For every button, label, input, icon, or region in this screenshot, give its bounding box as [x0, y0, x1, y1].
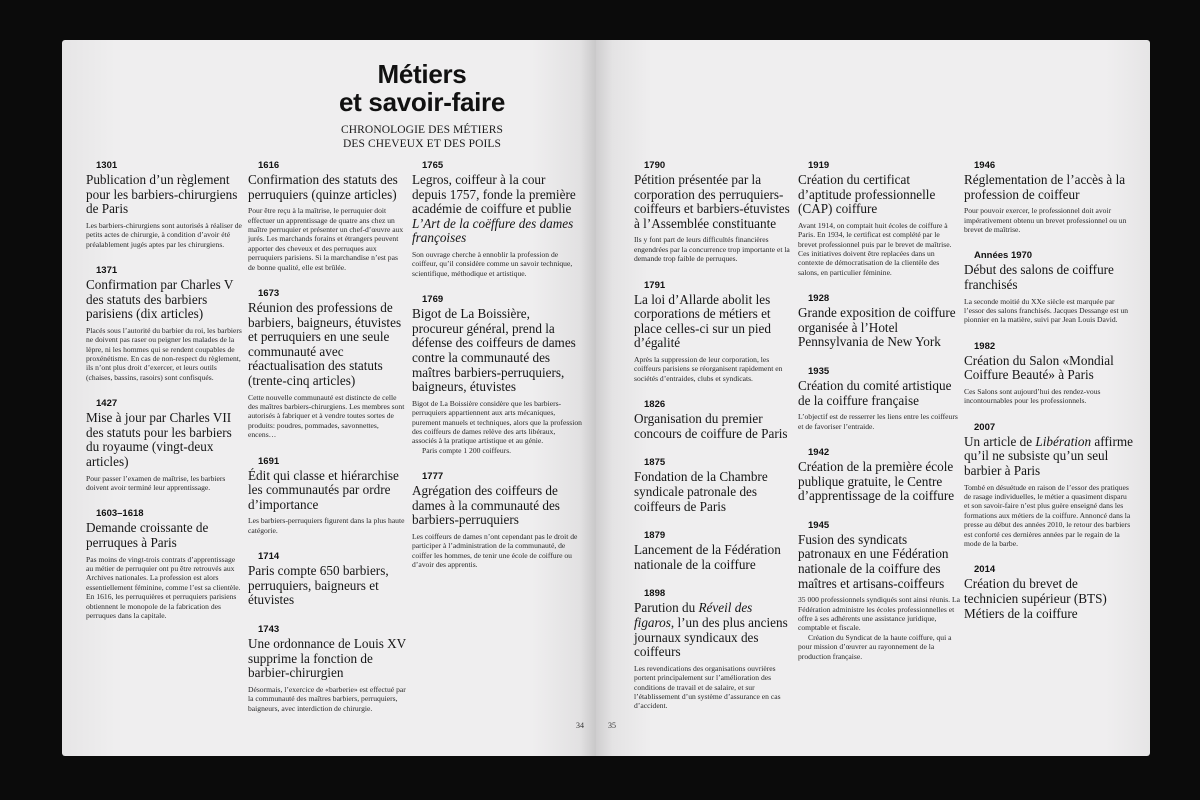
entry-year: 1616 [258, 160, 280, 171]
timeline-entry [798, 160, 960, 277]
entry-heading [964, 435, 1134, 479]
page-number-right: 35 [608, 721, 616, 730]
entry-body: La seconde moitié du XXe siècle est marquée par l’essor des salons franchisés. Jacques Dessange est un pionnier en la matière, suivi par Jean Louis David. [964, 296, 1129, 325]
entry-heading: Mise à jour par Charles VII des statuts pour les barbiers du royaume (vingt-deux articles) [86, 410, 232, 469]
timeline-entry [634, 588, 794, 710]
entry-heading: Création du certificat d’aptitude professionnelle (CAP) coiffure [798, 172, 936, 217]
entry-year: 1743 [258, 624, 280, 635]
entry-heading: Création du Salon «Mondial Coiffure Beauté» à Paris [964, 352, 1114, 383]
timeline-entry [412, 471, 582, 569]
timeline-entry [634, 530, 794, 572]
entry-year: 1875 [644, 457, 666, 469]
entry-heading: Confirmation par Charles V des statuts des barbiers parisiens (dix articles) [86, 277, 234, 322]
entry-heading: Lancement de la Fédération nationale de la coiffure [634, 542, 781, 572]
subtitle-line-1: CHRONOLOGIE DES MÉTIERS [340, 124, 504, 136]
entry-year: 1673 [258, 288, 280, 300]
entry-heading: Édit qui classe et hiérarchise les communautés par ordre d’importance [248, 467, 399, 512]
entry-heading: Bigot de La Boissière, procureur général, prend la défense des coiffeurs de dames contre la communauté des maîtres barbiers-perruquiers, baigneurs, étuvistes [412, 306, 576, 395]
entry-year: 1301 [96, 160, 118, 171]
entry-year: 1371 [96, 265, 118, 276]
entry-body: Avant 1914, on comptait huit écoles de coiffure à Paris. En 1934, le certificat est complété par le brevet professionnel puis par le brevet de maîtrise. Ces initiatives doivent être replacées dans un contexte de démocratisation de la clientèle des salons, en particulier féminine. [798, 220, 952, 277]
timeline-entry [634, 280, 794, 384]
entry-year: 1945 [808, 519, 830, 531]
entry-body: Pour être reçu à la maîtrise, le perruquier doit effectuer un apprentissage de quatre ans chez un maître perruquier et présenter un chef-d’œuvre aux jurés. Les marchands forains et étrangers peuvent apporter des cheveux et des perruques aux perruquiers parisiens. Si la marchandise n’est pas de bonne qualité, elle est brûlée. [248, 206, 404, 272]
heading-text-after: , l’un des plus anciens journaux syndicaux des coiffeurs [634, 614, 788, 660]
entry-heading: Fondation de la Chambre syndicale patronale des coiffeurs de Paris [634, 469, 768, 514]
entry-body [412, 399, 582, 455]
entry-heading [634, 601, 794, 659]
timeline-entry [798, 520, 960, 661]
entry-body: Tombé en désuétude en raison de l’essor des pratiques de rasage individuelles, le métier a quasiment disparu et son savoir-faire n’est plus guère enseigné dans les formations aux métiers de la coiffure. Annoncé dans la presse au début des années 2010, le retour des barbiers est conforté ces dernières années par le regain de la mode de la barbe. [964, 482, 1131, 549]
entry-heading: Réunion des professions de barbiers, baigneurs, étuvistes et perruquiers en une seule communauté avec réactualisation des statuts (trente-cinq articles) [248, 300, 402, 388]
entry-heading [412, 173, 582, 246]
entry-heading: Création du comité artistique de la coiffure française [798, 378, 952, 408]
timeline-entry [964, 564, 1134, 621]
timeline-entry [798, 447, 960, 504]
timeline-entry [248, 288, 406, 440]
entry-heading: Grande exposition de coiffure organisée à l’Hotel Pennsylvania de New York [798, 305, 956, 350]
entry-year: 1879 [644, 530, 666, 542]
page-subtitle [302, 123, 542, 151]
timeline-column-4 [634, 160, 794, 727]
timeline-column-5 [798, 160, 960, 677]
body-extra: Création du Syndicat de la haute coiffure, qui a pour mission d’œuvrer au rayonnement de la production française. [798, 632, 952, 661]
body-text: 35 000 professionnels syndiqués sont ainsi réunis. La Fédération administre les écoles professionnelles et offre à ses adhérents une assistance juridique, comptable et fiscale. [798, 595, 960, 633]
entry-heading: Publication d’un règlement pour les barbiers-chirurgiens de Paris [86, 172, 238, 217]
entry-year: 1982 [974, 340, 996, 352]
newspaper-title: Libération [1035, 433, 1092, 449]
entry-body: Cette nouvelle communauté est distincte de celle des maîtres barbiers-chirurgiens. Les membres sont autorisés à fabriquer et à vendre toutes sortes de produits: poudres, pommades, savonnettes, encens… [248, 392, 405, 440]
entry-year: 1603–1618 [96, 508, 144, 520]
entry-year: 1942 [808, 447, 830, 458]
timeline-entry [248, 551, 406, 608]
entry-year: 1898 [644, 588, 666, 600]
timeline-column-6 [964, 160, 1134, 637]
entry-heading: Organisation du premier concours de coiffure de Paris [634, 411, 788, 441]
entry-heading: Début des salons de coiffure franchisés [964, 262, 1114, 292]
entry-body: Ces Salons sont aujourd’hui des rendez-vous incontournables pour les professionnels. [964, 387, 1101, 406]
timeline-entry [964, 422, 1134, 549]
timeline-entry [964, 341, 1134, 406]
entry-body: Après la suppression de leur corporation, les coiffeurs parisiens se réorganisent rapidement en sociétés d’entraides, clubs et syndicats. [634, 354, 783, 383]
timeline-entry [964, 160, 1134, 234]
entry-body: Les coiffeurs de dames n’ont cependant pas le droit de participer à l’administration de la communauté, de coiffer les hommes, de tenir une école de coiffure ou d’avoir des apprentis. [412, 531, 578, 570]
entry-heading: Paris compte 650 barbiers, perruquiers, baigneurs et étuvistes [248, 563, 389, 608]
entry-heading: Création du brevet de technicien supérieur (BTS) Métiers de la coiffure [964, 576, 1107, 621]
timeline-entry [964, 250, 1134, 324]
entry-heading: Pétition présentée par la corporation des perruquiers-coiffeurs et barbiers-étuvistes à l’Assemblée constituante [634, 172, 790, 231]
body-text: Bigot de La Boissière considère que les barbiers-perruquiers appartiennent aux arts mécaniques, purement manuels et techniques, alors que la profession des coiffeurs de dames relève des arts libéraux, associés à la pratique artistique et au génie. [412, 398, 582, 446]
entry-year: 1928 [808, 293, 830, 305]
timeline-entry [798, 366, 960, 431]
entry-body: Pour passer l’examen de maîtrise, les barbiers doivent avoir terminé leur apprentissage. [86, 473, 226, 492]
entry-year: 2007 [974, 421, 996, 433]
timeline-entry [248, 624, 406, 713]
timeline-entry [634, 399, 794, 441]
entry-year: 1769 [422, 294, 444, 306]
entry-body: Pas moins de vingt-trois contrats d’apprentissage au métier de perruquier ont pu être retrouvés aux Archives nationales. La profession est alors essentiellement féminine, comme l’est sa clientèle. En 1616, les perruquières et perruquiers parisiens obtiennent le monopole de la fabrication des perruques dans la capitale. [86, 554, 241, 621]
entry-heading: Agrégation des coiffeurs de dames à la communauté des barbiers-perruquiers [412, 483, 560, 528]
page-title [312, 60, 532, 116]
left-page [62, 40, 596, 756]
title-line-2: et savoir-faire [338, 87, 506, 117]
timeline-entry [248, 160, 406, 272]
timeline-column-1 [86, 160, 242, 636]
journal-title: Réveil des figaros [634, 600, 753, 630]
entry-heading: Fusion des syndicats patronaux en une Fédération nationale de la coiffure des maîtres et artisans-coiffeurs [798, 531, 949, 591]
magazine-spread [62, 40, 1150, 756]
right-page [596, 40, 1150, 756]
entry-year: 1946 [974, 160, 996, 171]
timeline-entry [86, 398, 242, 492]
timeline-entry [412, 160, 582, 278]
entry-year: 1791 [644, 279, 666, 291]
timeline-column-2 [248, 160, 406, 729]
heading-text: Legros, coiffeur à la cour depuis 1757, fonde la première académie de coiffure et publie [412, 172, 576, 217]
timeline-entry [412, 294, 582, 455]
entry-year: 1935 [808, 366, 830, 377]
title-line-1: Métiers [377, 59, 467, 89]
timeline-column-3 [412, 160, 582, 586]
heading-text: Un article de [964, 433, 1033, 449]
entry-year: 1714 [258, 551, 280, 563]
page-number-left: 34 [576, 721, 584, 730]
timeline-entry [86, 160, 242, 249]
entry-body: L’objectif est de resserrer les liens entre les coiffeurs et de favoriser l’entraide. [798, 412, 958, 431]
entry-heading: La loi d’Allarde abolit les corporations de métiers et place celles-ci sur un pied d’égalité [634, 291, 771, 351]
entry-year: 1826 [644, 399, 666, 411]
book-title: L’Art de la coëffure des dames françoises [412, 215, 574, 246]
entry-year: 1777 [422, 471, 444, 483]
entry-heading: Une ordonnance de Louis XV supprime la fonction de barbier-chirurgien [248, 636, 406, 681]
entry-year: 1765 [422, 160, 444, 171]
entry-body: Désormais, l’exercice de «barberie» est effectué par la communauté des maîtres barbiers, perruquiers, baigneurs, avec interdiction de chirurgie. [248, 684, 406, 713]
entry-year: 1919 [808, 160, 830, 171]
entry-year: 1790 [644, 160, 666, 171]
entry-body: Les barbiers-chirurgiens sont autorisés à réaliser de petits actes de chirurgie, à condition d’avoir été préalablement jugés aptes par les chirurgiens. [86, 220, 242, 249]
timeline-entry [86, 265, 242, 382]
heading-text-after: affirme qu’il ne subsiste qu’un seul barbier à Paris [964, 433, 1133, 478]
timeline-entry [798, 293, 960, 350]
entry-year: 1427 [96, 398, 118, 410]
entry-heading: Création de la première école publique gratuite, le Centre d’apprentissage de la coiffure [798, 459, 955, 504]
entry-body: Les barbiers-perruquiers figurent dans la plus haute catégorie. [248, 516, 405, 535]
timeline-entry [248, 456, 406, 536]
entry-year: 2014 [974, 564, 996, 576]
body-extra: Paris compte 1 200 coiffeurs. [422, 445, 512, 455]
entry-body: Ils y font part de leurs difficultés financières engendrées par la concurrence trop importante et la demande trop faible de perruques. [634, 235, 790, 264]
entry-body: Les revendications des organisations ouvrières portent principalement sur l’amélioration des conditions de travail et de salaire, et sur l’établissement d’un système d’assurance en cas d’accident. [634, 663, 781, 711]
entry-body: Son ouvrage cherche à ennoblir la profession de coiffeur, qu’il considère comme un savoir technique, scientifique, méthodique et artistique. [412, 249, 573, 278]
heading-text: Parution du [634, 600, 696, 616]
entry-heading: Confirmation des statuts des perruquiers (quinze articles) [248, 172, 398, 202]
entry-body: Pour pouvoir exercer, le professionnel doit avoir impérativement obtenu un brevet professionnel ou un brevet de maîtrise. [964, 206, 1127, 234]
timeline-entry [634, 160, 794, 264]
timeline-entry [634, 457, 794, 514]
entry-heading: Réglementation de l’accès à la profession de coiffeur [964, 172, 1126, 202]
entry-year: Années 1970 [974, 250, 1033, 262]
subtitle-line-2: DES CHEVEUX ET DES POILS [342, 138, 502, 150]
timeline-entry [86, 508, 242, 620]
entry-body [798, 595, 960, 661]
entry-body: Placés sous l’autorité du barbier du roi, les barbiers ne doivent pas raser ou peigner les malades de la lèpre, ni les hommes qui se rendent coupables de proxénétisme. En cas de non-respect du règlement, ils n’ont plus droit d’exercer, et leurs outils (chaises, bassins, rasoirs) sont confisqués. [86, 325, 242, 382]
entry-heading: Demande croissante de perruques à Paris [86, 520, 209, 550]
entry-year: 1691 [258, 455, 280, 467]
